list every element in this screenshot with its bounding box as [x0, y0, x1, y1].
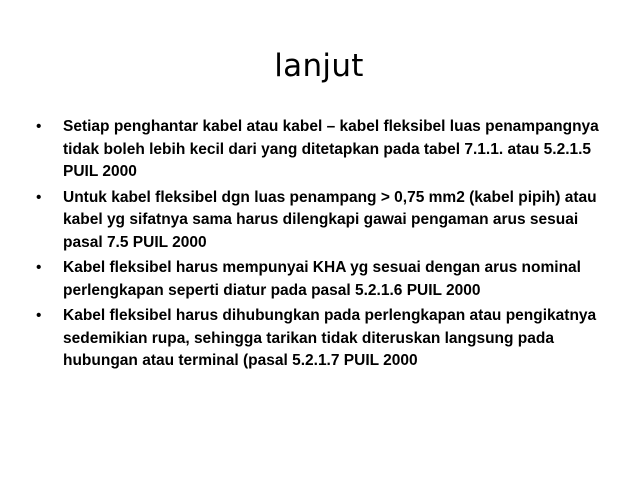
bullet-dot-icon: •	[36, 259, 42, 276]
bullet-dot-icon: •	[36, 118, 42, 135]
bullet-text: Kabel fleksibel harus mempunyai KHA yg sesuai dengan arus nominal perlengkapan seperti diatur pada pasal 5.2.1.6 PUIL 2000	[63, 259, 581, 299]
bullet-item	[36, 116, 616, 184]
bullet-text: Untuk kabel fleksibel dgn luas penampang > 0,75 mm2 (kabel pipih) atau kabel yg sifatnya sama harus dilengkapi gawai pengaman arus sesuai pasal 7.5 PUIL 2000	[63, 188, 597, 251]
bullet-text: Kabel fleksibel harus dihubungkan pada perlengkapan atau pengikatnya sedemikian rupa, sehingga tarikan tidak diteruskan langsung pada hubungan atau terminal (pasal 5.2.1.7 PUIL 2000	[63, 307, 597, 369]
bullet-dot-icon: •	[36, 188, 42, 206]
slide-title: lanjut	[274, 48, 364, 84]
bullet-dot-icon: •	[36, 307, 42, 324]
bullet-text: Setiap penghantar kabel atau kabel – kabel fleksibel luas penampangnya tidak boleh lebih kecil dari yang ditetapkan pada tabel 7.1.1. atau 5.2.1.5 PUIL 2000	[63, 118, 599, 180]
bullet-item	[36, 305, 616, 373]
bullet-item	[36, 187, 616, 255]
bullet-item	[36, 257, 616, 302]
bullet-list	[36, 116, 616, 376]
